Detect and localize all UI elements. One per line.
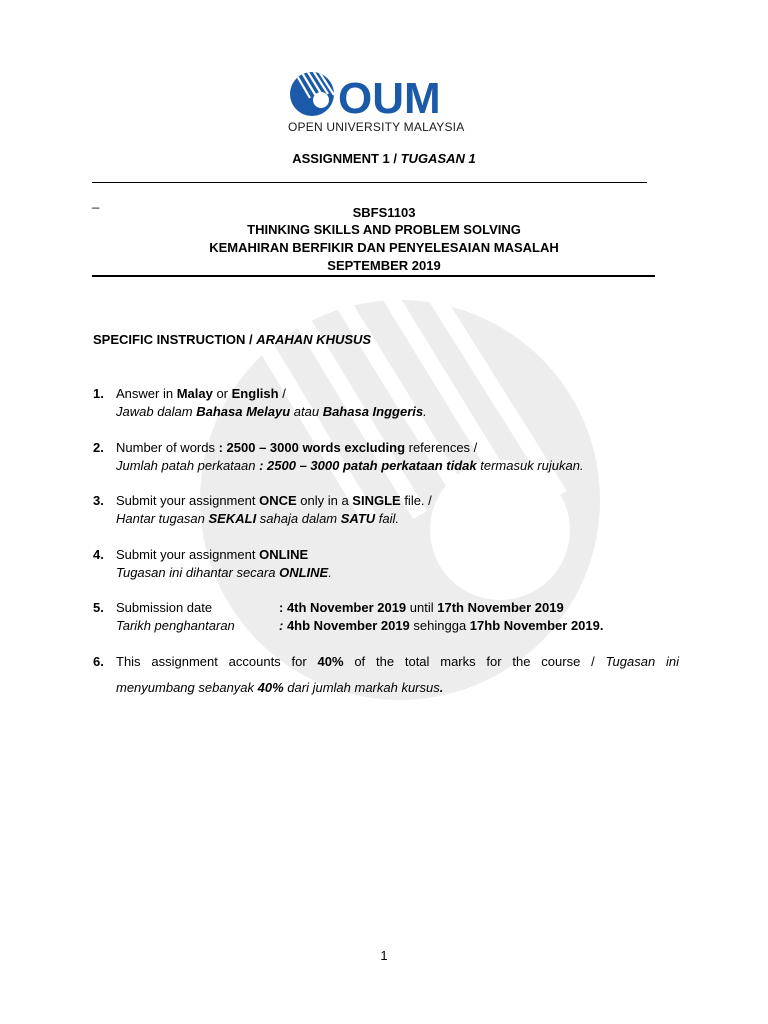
item-3-en: Submit your assignment ONCE only in a SINGLE file. /	[116, 493, 432, 508]
item-1-en: Answer in Malay or English /	[116, 386, 286, 401]
item-3-ms: Hantar tugasan SEKALI sahaja dalam SATU fail.	[116, 511, 400, 526]
item-6-line-2: menyumbang sebanyak 40% dari jumlah markah kursus.	[116, 680, 444, 695]
logo-subtitle: OPEN UNIVERSITY MALAYSIA	[288, 120, 465, 134]
oum-wordmark: OUM	[338, 74, 441, 123]
assignment-title: ASSIGNMENT 1 / TUGASAN 1	[292, 151, 476, 166]
item-4-ms: Tugasan ini dihantar secara ONLINE.	[116, 565, 332, 580]
item-1-ms: Jawab dalam Bahasa Melayu atau Bahasa Inggeris.	[116, 404, 427, 419]
document-page: OUM OPEN UNIVERSITY MALAYSIA ASSIGNMENT 1 / TUGASAN 1 _ SBFS1103 THINKING SKILLS AND PROBLEM SOLVING KEMAHIRAN BERFIKIR DAN PENYELESAIAN MASALAH SEPTEMBER 2019 SPECIFIC INSTRUCTION / ARAHAN KHUSUS 1. Answer in Malay or English / Jawab dalam Bahasa Melayu atau Bahasa Inggeris. 2. Number of words : 2500 – 3000 words excluding references / Jumlah patah perkataan : 2500 – 3000 patah perkataan tidak termasuk rujukan. 3. Submit your assignment ONCE only in a SINGLE file. / Hantar tugasan SEKALI sahaja dalam SATU fail. 4. Submit your assignment ONLINE Tugasan ini dihantar secara ONLINE. 5. Submission date : 4th November 2019 until 17th November 2019 Tarikh penghantaran : 4hb November 2019 sehingga 17hb November 2019. 6. This assignment accounts for 40% of the total marks for the course / Tugasan ini menyumbang sebanyak 40% dari jumlah markah kursus. 1	[0, 0, 768, 1024]
course-title-ms: KEMAHIRAN BERFIKIR DAN PENYELESAIAN MASALAH	[209, 240, 559, 255]
item-6-line-1: This assignment accounts for 40% of the total marks for the course / Tugasan ini	[116, 654, 679, 669]
top-rule	[92, 182, 647, 183]
item-4-en: Submit your assignment ONLINE	[116, 547, 309, 562]
header-rule	[92, 275, 655, 277]
item-2-ms: Jumlah patah perkataan : 2500 – 3000 patah perkataan tidak termasuk rujukan.	[116, 458, 584, 473]
item-5-ms-label: Tarikh penghantaran	[116, 618, 235, 633]
item-5-en-value: : 4th November 2019 until 17th November 2019	[279, 600, 564, 615]
page-number: 1	[380, 948, 388, 963]
stray-underscore: _	[92, 194, 100, 209]
item-2-en: Number of words : 2500 – 3000 words excluding references /	[116, 440, 478, 455]
item-5-en-label: Submission date	[116, 600, 213, 615]
instructions-heading: SPECIFIC INSTRUCTION / ARAHAN KHUSUS	[93, 332, 372, 347]
course-code: SBFS1103	[352, 205, 416, 220]
semester: SEPTEMBER 2019	[327, 258, 441, 273]
course-title-en: THINKING SKILLS AND PROBLEM SOLVING	[247, 222, 521, 237]
item-5-ms-value: : 4hb November 2019 sehingga 17hb November 2019.	[279, 618, 604, 633]
